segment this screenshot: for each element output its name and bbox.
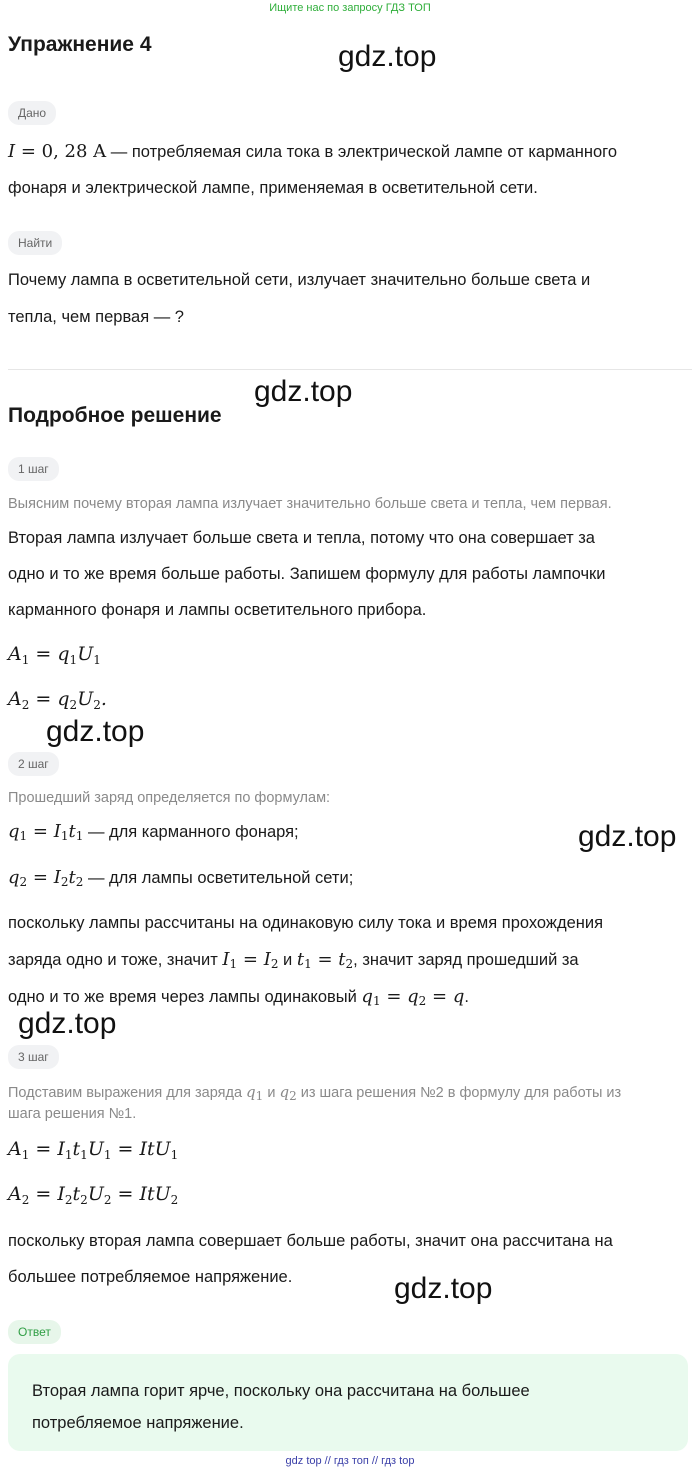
step1-label: 1 шаг (8, 457, 59, 481)
step3-text-line1: поскольку вторая лампа совершает больше работы, значит она рассчитана на (8, 1232, 613, 1250)
find-text-line2: тепла, чем первая — ? (8, 308, 184, 326)
given-text-line2: фонаря и электрической лампе, применяемая в осветительной сети. (8, 179, 538, 197)
step2-caption: Прошедший заряд определяется по формулам: (8, 790, 331, 806)
current-formula: I = 0, 28 A (8, 141, 107, 162)
step2-label: 2 шаг (8, 752, 59, 776)
step3-caption-line2: шага решения №1. (8, 1106, 137, 1122)
formula-a1-sub: $A_1 = I_1t_1U_1 = ItU_1$ (8, 1138, 179, 1162)
step1-caption: Выясним почему вторая лампа излучает значительно больше света и тепла, чем первая. (8, 496, 612, 512)
solution-title: Подробное решение (8, 404, 222, 427)
watermark: gdz.top (46, 715, 145, 748)
watermark: gdz.top (18, 1007, 117, 1040)
step2-q1: $q_1 = I_1t_1$ — для карманного фонаря; (8, 821, 299, 843)
search-banner[interactable]: Ищите нас по запросу ГДЗ ТОП (269, 2, 431, 14)
formula-a1: $A_1 = q_1U_1$ (8, 643, 101, 667)
step1-text-line1: Вторая лампа излучает больше света и тепла, потому что она совершает за (8, 529, 595, 547)
watermark: gdz.top (394, 1272, 493, 1305)
step1-text-line2: одно и то же время больше работы. Запишем формулу для работы лампочки (8, 565, 606, 583)
step2-text-line1: поскольку лампы рассчитаны на одинаковую силу тока и время прохождения (8, 914, 604, 932)
step2-q2: $q_2 = I_2t_2$ — для лампы осветительной сети; (8, 867, 354, 889)
find-text-line1: Почему лампа в осветительной сети, излучает значительно больше света и (8, 271, 591, 289)
step3-label: 3 шаг (8, 1045, 59, 1069)
step2-text-line2: заряда одно и тоже, значит $I_1 = I_2$ и $t_1 = t_2$, значит заряд прошедший за (8, 949, 579, 971)
watermark: gdz.top (338, 40, 437, 73)
step3-text-line2: большее потребляемое напряжение. (8, 1268, 293, 1286)
answer-label: Ответ (8, 1320, 61, 1344)
divider (8, 369, 692, 370)
watermark: gdz.top (254, 375, 353, 408)
formula-a2-sub: $A_2 = I_2t_2U_2 = ItU_2$ (8, 1183, 179, 1207)
find-label: Найти (8, 231, 62, 255)
step2-text-line3: одно и то же время через лампы одинаковый $q_1 = q_2 = q$. (8, 986, 469, 1008)
watermark: gdz.top (578, 820, 677, 853)
answer-text: Вторая лампа горит ярче, поскольку она рассчитана на большее потребляемое напряжение. (32, 1382, 530, 1432)
step1-text-line3: карманного фонаря и лампы осветительного прибора. (8, 601, 427, 619)
footer-links[interactable]: gdz top // гдз топ // гдз top (285, 1455, 415, 1467)
step3-caption-line1: Подставим выражения для заряда $q_1$ и $q_2$ из шага решения №2 в формулу для работы из (8, 1083, 622, 1103)
exercise-title: Упражнение 4 (8, 33, 152, 56)
formula-a2: $A_2 = q_2U_2$. (8, 688, 107, 712)
given-text: I = 0, 28 A — потребляемая сила тока в электрической лампе от карманного (8, 141, 618, 162)
given-label: Дано (8, 101, 56, 125)
